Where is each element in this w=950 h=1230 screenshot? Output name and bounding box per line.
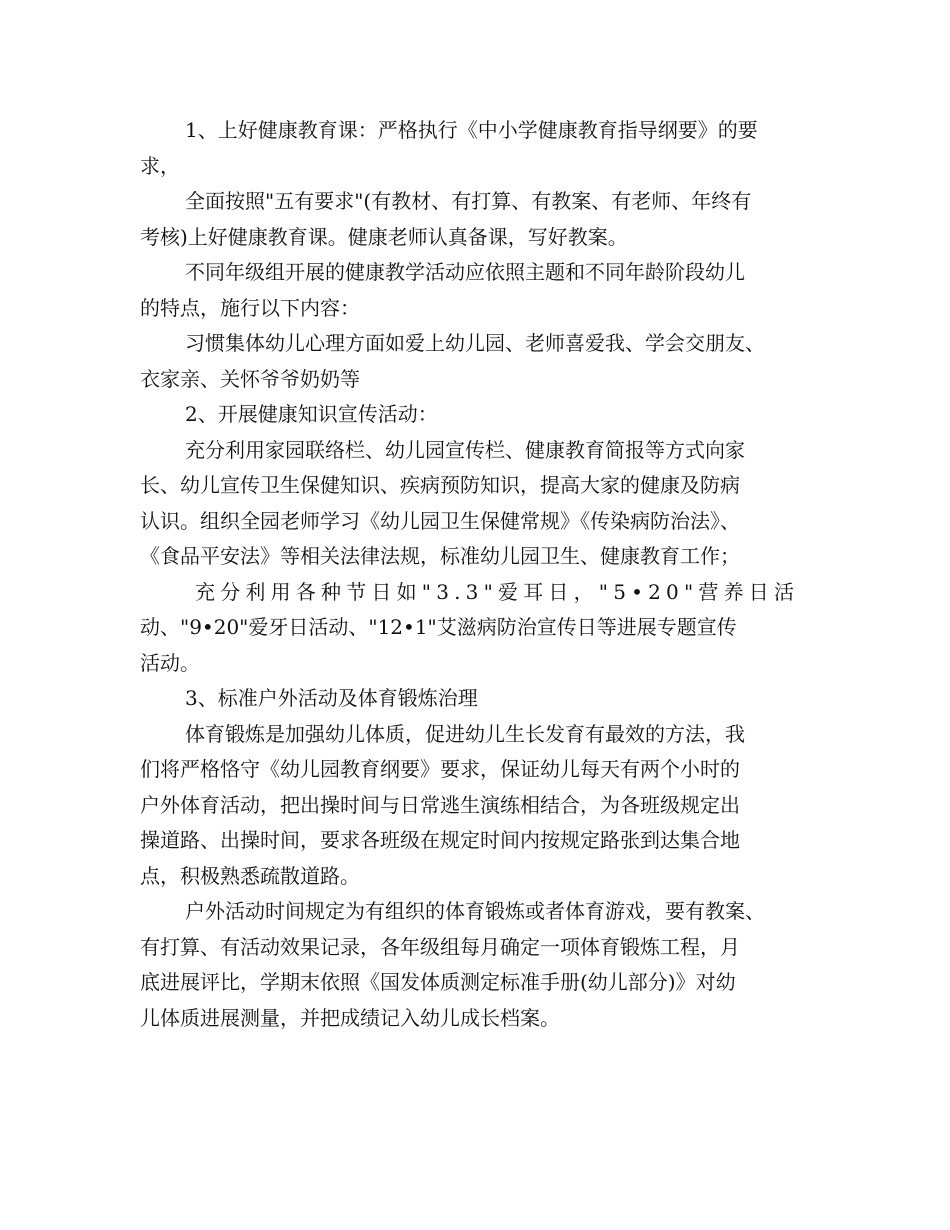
paragraph-line: 的特点，施行以下内容： — [140, 295, 360, 320]
paragraph-line: 动、"9•20"爱牙日活动、"12•1"艾滋病防治宣传日等进展专题宣传 — [140, 615, 737, 639]
paragraph-line: 们将严格恪守《幼儿园教育纲要》要求，保证幼儿每天有两个小时的 — [140, 757, 740, 781]
paragraph-line: 全面按照"五有要求"(有教材、有打算、有教案、有老师、年终有 — [185, 189, 752, 213]
paragraph-line: 考核)上好健康教育课。健康老师认真备课，写好教案。 — [140, 224, 628, 249]
paragraph-line: 长、幼儿宣传卫生保健知识、疾病预防知识，提高大家的健康及防病 — [140, 473, 740, 497]
paragraph-line: 习惯集体幼儿心理方面如爱上幼儿园、老师喜爱我、学会交朋友、 — [185, 331, 765, 355]
paragraph-line: 操道路、出操时间，要求各班级在规定时间内按规定路张到达集合地 — [140, 828, 740, 852]
paragraph-line-spaced: 充分利用各种节日如"3.3"爱耳日，"5•20"营养日活 — [195, 579, 800, 604]
paragraph-line: 点，积极熟悉疏散道路。 — [140, 863, 360, 888]
paragraph-line: 求， — [140, 153, 180, 178]
paragraph-line: 充分利用家园联络栏、幼儿园宣传栏、健康教育简报等方式向家 — [185, 437, 745, 462]
paragraph-line: 底进展评比，学期末依照《国发体质测定标准手册(幼儿部分)》对幼 — [140, 970, 736, 994]
paragraph-line: 认识。组织全园老师学习《幼儿园卫生保健常规》《传染病防治法》、 — [140, 508, 740, 533]
paragraph-line: 户外活动时间规定为有组织的体育锻炼或者体育游戏，要有教案、 — [185, 899, 765, 923]
section-heading: 2、开展健康知识宣传活动： — [185, 402, 438, 426]
paragraph-line: 有打算、有活动效果记录，各年级组每月确定一项体育锻炼工程，月 — [140, 934, 740, 959]
paragraph-line: 儿体质进展测量，并把成绩记入幼儿成长档案。 — [140, 1005, 560, 1030]
section-heading: 3、标准户外活动及体育锻炼治理 — [185, 686, 478, 710]
document-body — [140, 113, 810, 1036]
paragraph-line: 不同年级组开展的健康教学活动应依照主题和不同年龄阶段幼儿 — [185, 260, 745, 284]
paragraph-line: 《食品平安法》等相关法律法规，标准幼儿园卫生、健康教育工作； — [140, 544, 740, 568]
paragraph-line: 体育锻炼是加强幼儿体质，促进幼儿生长发育有最效的方法，我 — [185, 721, 745, 746]
paragraph-line: 活动。 — [140, 650, 200, 675]
paragraph-line: 衣家亲、关怀爷爷奶奶等 — [140, 366, 360, 391]
paragraph-line: 1、上好健康教育课：严格执行《中小学健康教育指导纲要》的要 — [185, 118, 758, 142]
paragraph-line: 户外体育活动，把出操时间与日常逃生演练相结合，为各班级规定出 — [140, 792, 740, 817]
